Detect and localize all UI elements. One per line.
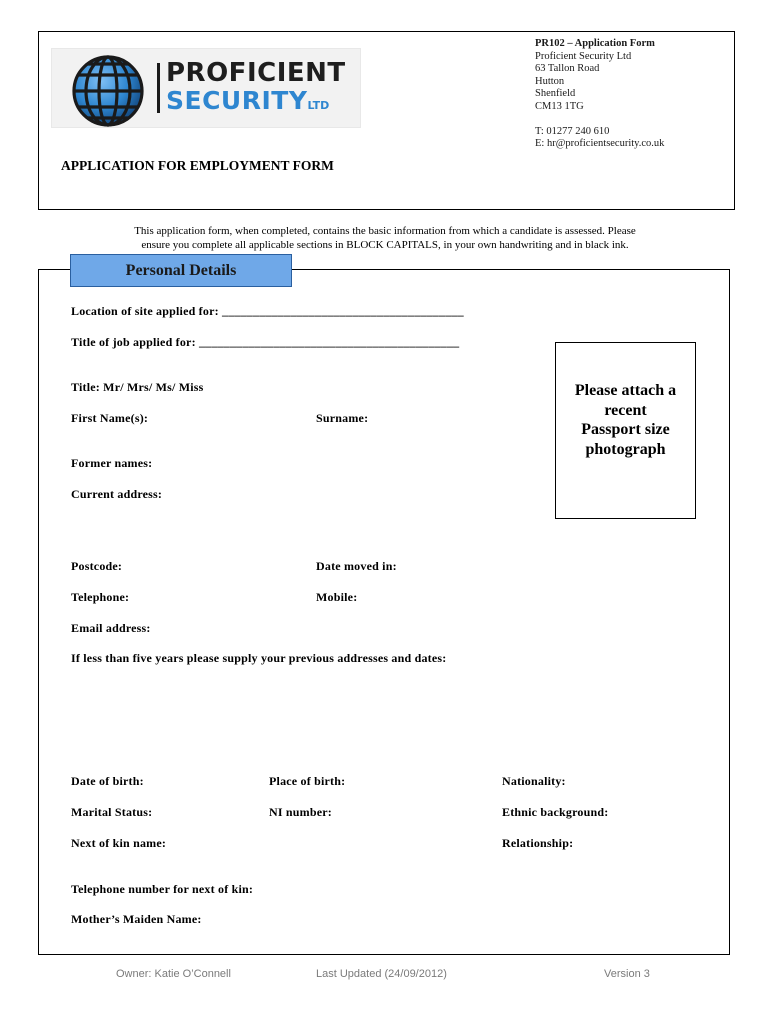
company-name: Proficient Security Ltd	[535, 50, 632, 62]
photo-line-4: photograph	[585, 440, 666, 458]
company-postcode: CM13 1TG	[535, 100, 584, 112]
former-names-field[interactable]: Former names:	[71, 456, 153, 470]
surname-field[interactable]: Surname:	[316, 411, 369, 425]
ni-number-field[interactable]: NI number:	[269, 805, 333, 819]
previous-addresses-field[interactable]: If less than five years please supply your previous addresses and dates:	[71, 651, 447, 665]
date-moved-in-field[interactable]: Date moved in:	[316, 559, 397, 573]
footer-last-updated: Last Updated (24/09/2012)	[316, 968, 447, 980]
logo-divider	[157, 63, 160, 113]
globe-icon	[72, 55, 144, 127]
kin-telephone-field[interactable]: Telephone number for next of kin:	[71, 882, 254, 896]
form-title: APPLICATION FOR EMPLOYMENT FORM	[61, 158, 334, 173]
marital-status-field[interactable]: Marital Status:	[71, 805, 153, 819]
first-names-field[interactable]: First Name(s):	[71, 411, 149, 425]
email-field[interactable]: Email address:	[71, 621, 151, 635]
logo-word-security: SECURITYLTD	[166, 86, 330, 115]
next-of-kin-field[interactable]: Next of kin name:	[71, 836, 167, 850]
current-address-field[interactable]: Current address:	[71, 487, 163, 501]
footer-version: Version 3	[604, 968, 650, 980]
company-address-line-1: 63 Tallon Road	[535, 63, 600, 75]
intro-line-1: This application form, when completed, contains the basic information from which a candidate is assessed. Please	[134, 225, 636, 237]
postcode-field[interactable]: Postcode:	[71, 559, 123, 573]
date-of-birth-field[interactable]: Date of birth:	[71, 774, 144, 788]
mothers-maiden-name-field[interactable]: Mother’s Maiden Name:	[71, 912, 202, 926]
photo-line-1: Please attach a	[574, 382, 677, 399]
form-reference: PR102 – Application Form	[535, 38, 655, 49]
company-address-line-2: Hutton	[535, 75, 565, 87]
company-address-line-3: Shenfield	[535, 88, 576, 100]
location-field[interactable]: Location of site applied for: _______________________________________	[71, 304, 464, 318]
nationality-field[interactable]: Nationality:	[502, 774, 566, 788]
company-phone: T: 01277 240 610	[535, 125, 610, 137]
company-logo	[51, 48, 361, 128]
photo-box[interactable]	[555, 342, 696, 519]
footer-owner: Owner: Katie O’Connell	[116, 968, 231, 980]
photo-line-3: Passport size	[581, 421, 670, 438]
place-of-birth-field[interactable]: Place of birth:	[269, 774, 346, 788]
company-details	[535, 38, 664, 151]
mobile-field[interactable]: Mobile:	[316, 590, 358, 604]
intro-text	[40, 225, 730, 252]
section-title: Personal Details	[70, 254, 292, 287]
title-field[interactable]: Title: Mr/ Mrs/ Ms/ Miss	[71, 380, 204, 394]
intro-line-2: ensure you complete all applicable sections in BLOCK CAPITALS, in your own handwriting and in black ink.	[141, 238, 629, 251]
photo-instructions	[556, 381, 695, 459]
company-email: E: hr@proficientsecurity.co.uk	[535, 138, 665, 150]
logo-ltd: LTD	[307, 99, 330, 112]
header-box	[38, 31, 735, 210]
photo-line-2: recent	[604, 401, 647, 419]
job-title-field[interactable]: Title of job applied for: __________________________________________	[71, 335, 460, 349]
ethnic-background-field[interactable]: Ethnic background:	[502, 805, 609, 819]
logo-word-proficient: PROFICIENT	[166, 58, 346, 88]
telephone-field[interactable]: Telephone:	[71, 590, 130, 604]
relationship-field[interactable]: Relationship:	[502, 836, 574, 850]
